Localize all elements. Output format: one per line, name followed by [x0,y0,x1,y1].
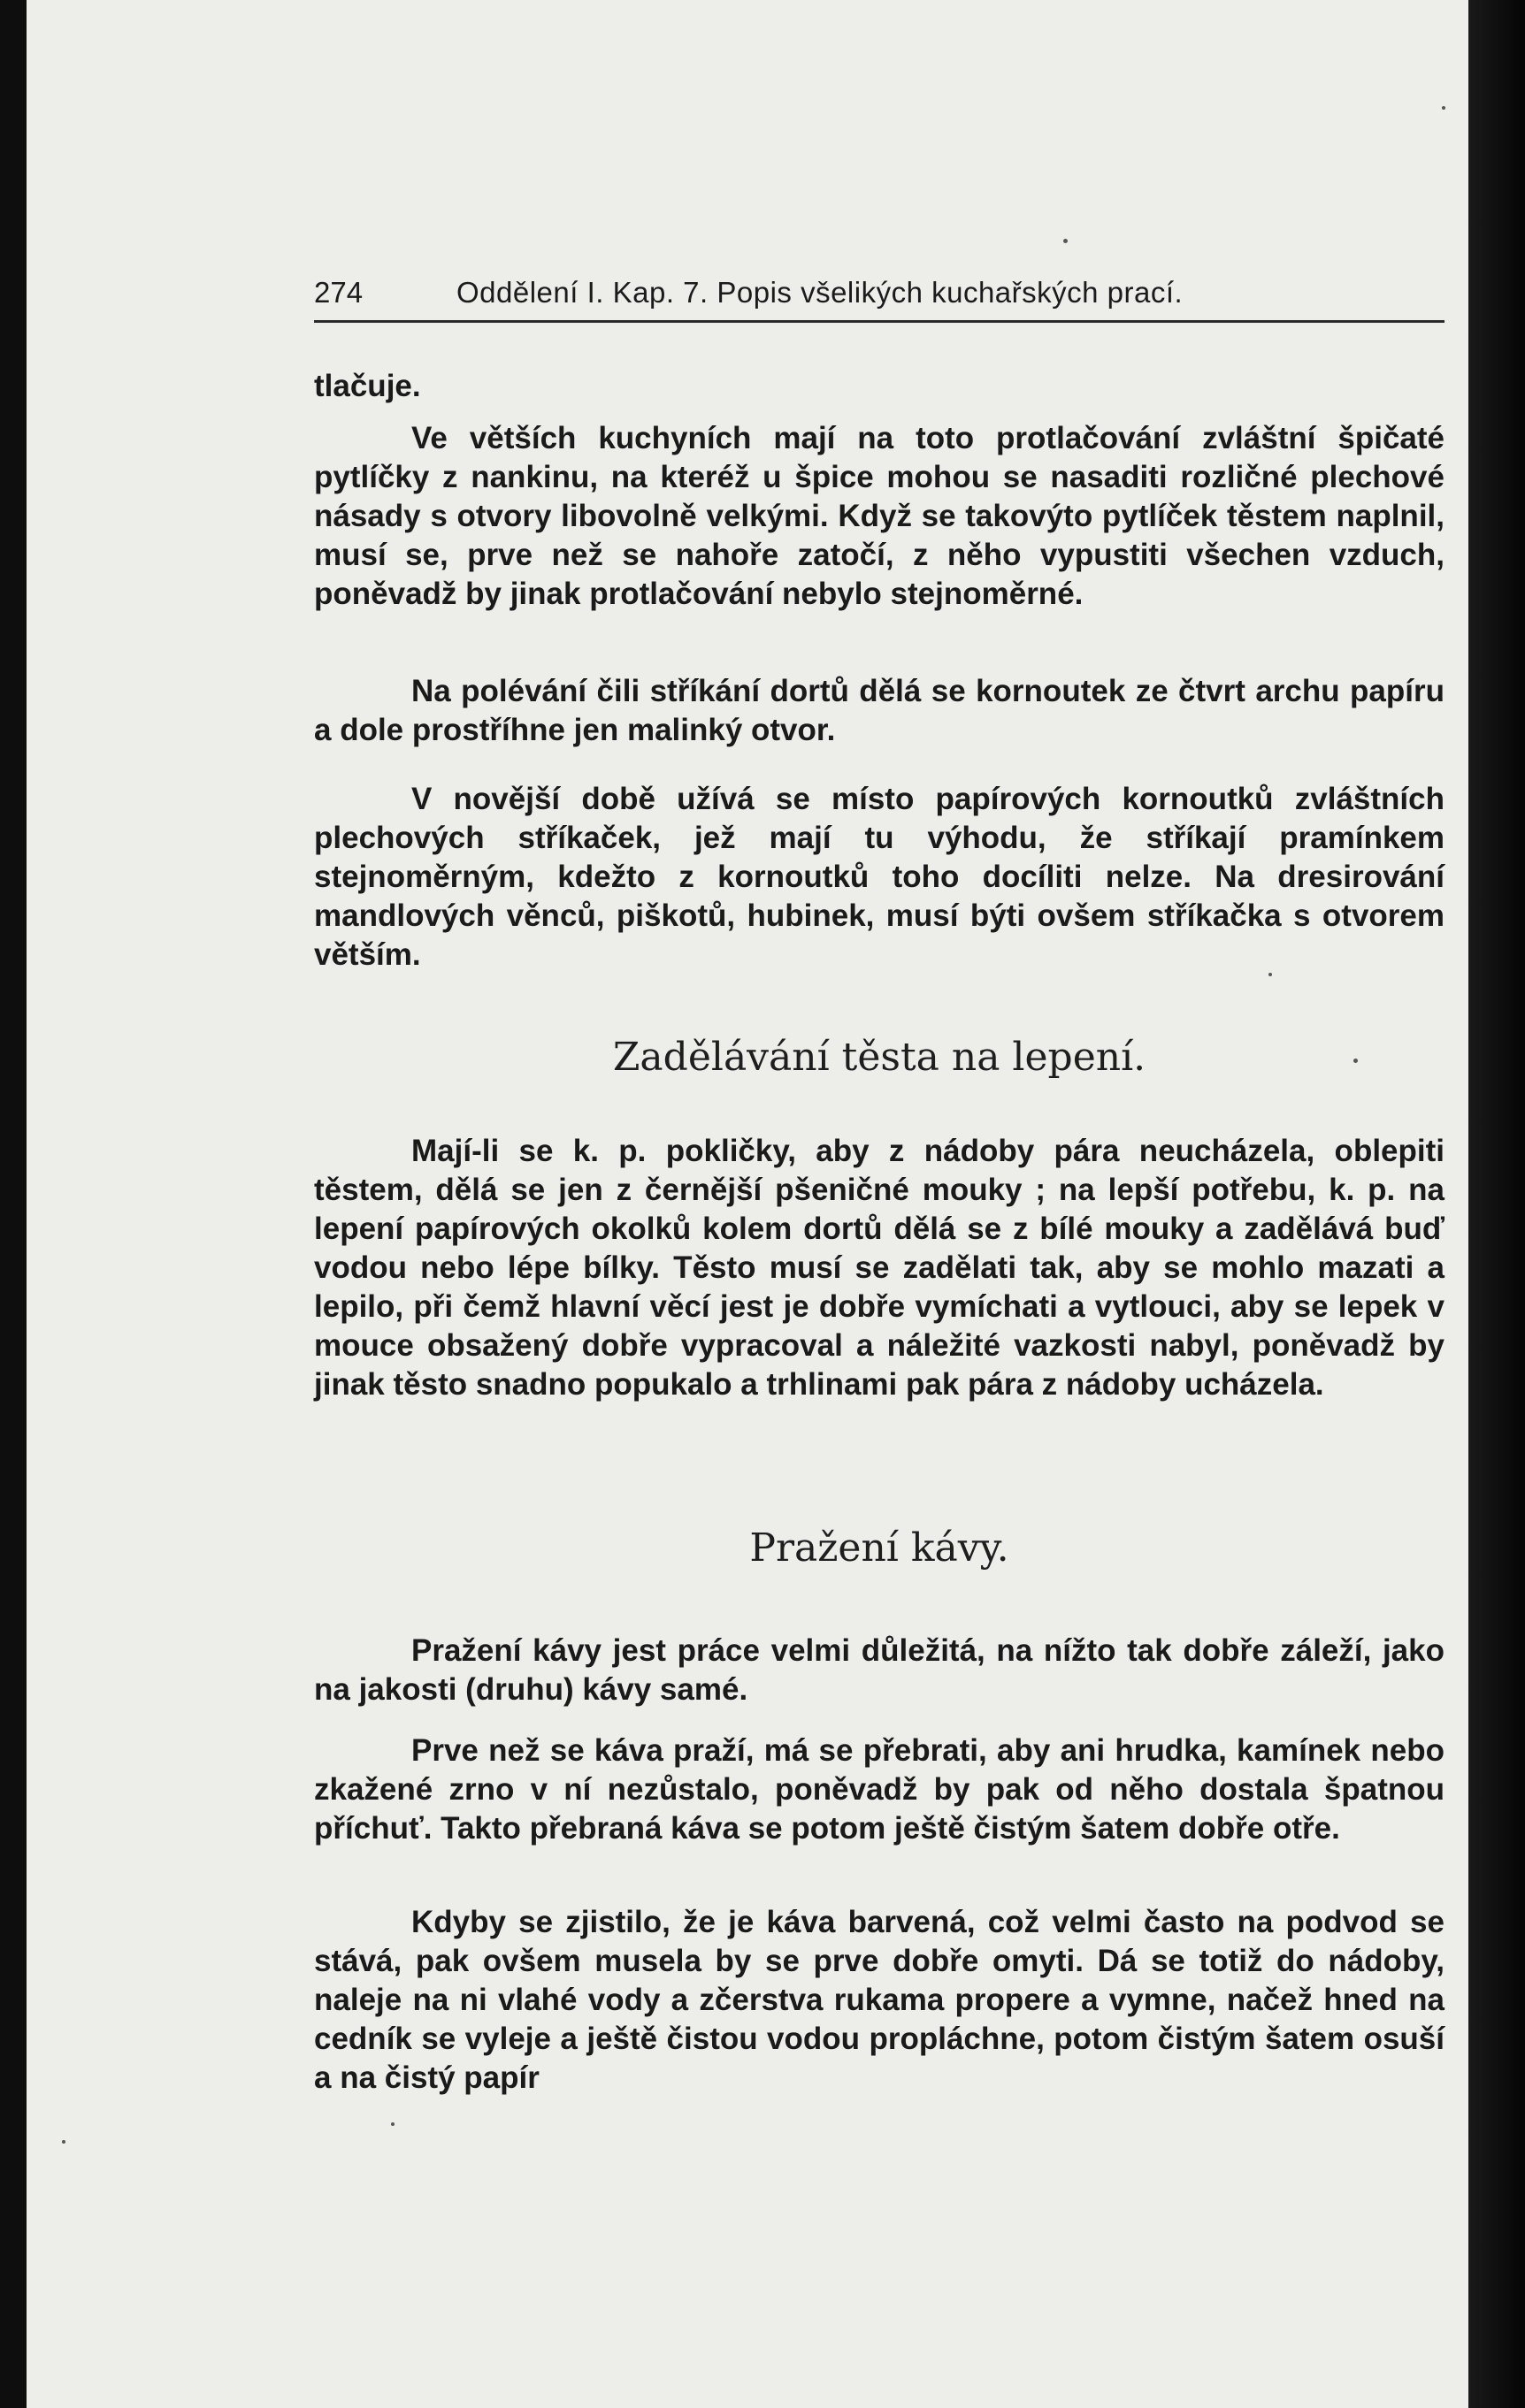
section-heading-paste: Zadělávání těsta na lepení. [612,1035,1146,1080]
paragraph-coffee-roasting: Pražení kávy jest práce velmi důležitá, na nížto tak dobře záleží, jako na jakosti (druhu) kávy samé. [314,1633,1445,1707]
page-header [314,276,1445,323]
running-title: Oddělení I. Kap. 7. Popis všelikých kuchařských prací. [456,276,1184,309]
paragraph-icing-cone: Na polévání čili stříkání dortů dělá se kornoutek ze čtvrt archu papíru a dole prostříhne jen malinký otvor. [314,674,1445,747]
paper-speck [391,2122,395,2126]
page-number: 274 [314,276,364,309]
book-spine-shadow [1468,0,1525,2408]
book-page [27,0,1498,2408]
paper-speck [1268,973,1272,976]
paragraph-paste-preparation: Mají-li se k. p. pokličky, aby z nádoby pára neucházela, oblepiti těstem, dělá se jen z černější pšeničné mouky ; na lepší potřebu, k. p. na lepení papírových okolků kolem dortů dělá se z bílé mouky a zadělává buď vodou nebo lépe bílky. Těsto musí se zadělati tak, aby se mohlo mazati a lepilo, při čemž hlavní věcí jest je dobře vymíchati a vytlouci, aby se lepek v mouce obsažený dobře vypracoval a náležité vazkosti nabyl, poněvadž by jinak těsto snadno popukalo a trhlinami pak pára z nádoby ucházela. [314,1134,1445,1402]
paper-speck [1353,1059,1358,1063]
paragraph-coffee-sorting: Prve než se káva praží, má se přebrati, aby ani hrudka, kamínek nebo zkažené zrno v ní nezůstalo, poněvadž by pak od něho dostala špatnou příchuť. Takto přebraná káva se potom ještě čistým šatem dobře otře. [314,1733,1445,1846]
paragraph-extrusion-bags: Ve větších kuchyních mají na toto protlačování zvláštní špičaté pytlíčky z nankinu, na kteréž u špice mohou se nasaditi rozličné plechové násady s otvory libovolně velkými. Když se takovýto pytlíček těstem naplnil, musí se, prve než se nahoře zatočí, z něho vypustiti všechen vzduch, poněvadž by jinak protlačování nebylo stejnoměrné. [314,421,1445,611]
paper-speck [62,2140,65,2144]
paragraph-piping-syringes: V novější době užívá se místo papírových kornoutků zvláštních plechových stříkaček, jež mají tu výhodu, že stříkají pramínkem stejnoměrným, kdežto z kornoutků toho docíliti nelze. Na dresirování mandlových věnců, piškotů, hubinek, musí býti ovšem stříkačka s otvorem větším. [314,782,1445,972]
paper-speck [1063,239,1068,243]
paragraph-continuation: tlačuje. [314,369,421,403]
paper-speck [1442,106,1445,110]
paragraph-coffee-washing: Kdyby se zjistilo, že je káva barvená, což velmi často na podvod se stává, pak ovšem musela by se prve dobře omyti. Dá se totiž do nádoby, naleje na ni vlahé vody a zčerstva rukama propere a vymne, načež hned na cedník se vyleje a ještě čistou vodou propláchne, potom čistým šatem osuší a na čistý papír [314,1905,1445,2095]
section-heading-coffee: Pražení kávy. [749,1525,1009,1571]
